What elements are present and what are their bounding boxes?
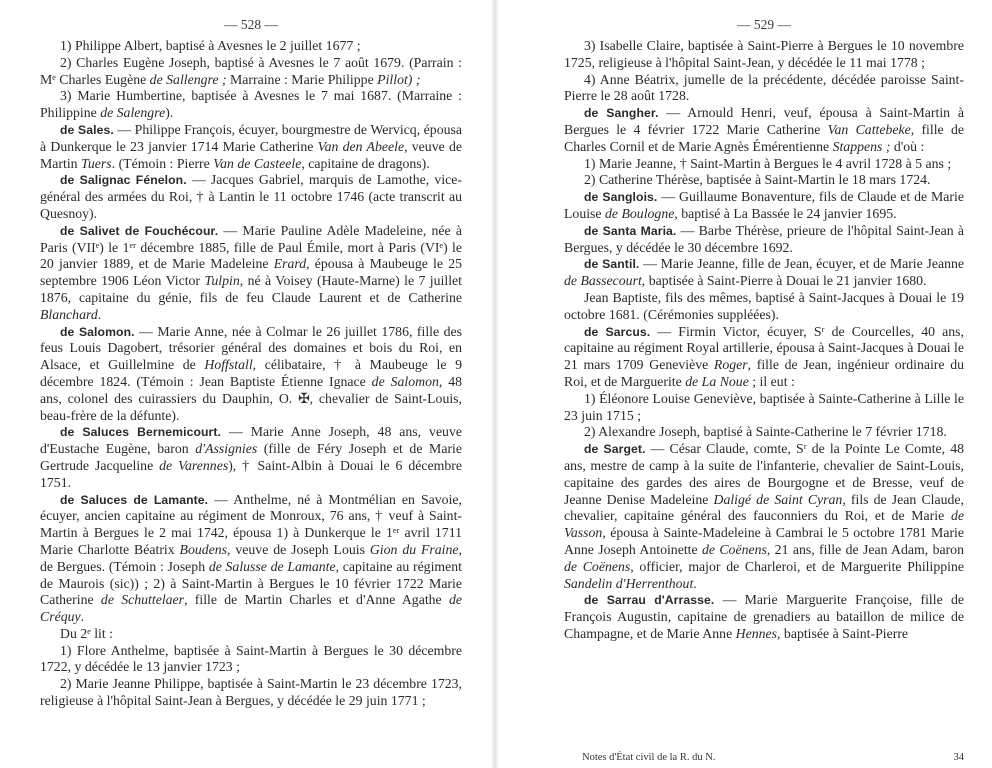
text-run: , célibataire, † à Maubeuge le 9 décembre 1824. (Témoin : Jean Baptiste Étienne Ignace bbox=[40, 357, 462, 389]
page-body bbox=[40, 38, 462, 710]
paragraph bbox=[40, 492, 462, 626]
text-run: Marraine : Marie Philippe bbox=[226, 71, 378, 87]
italic-text: d'Assignies bbox=[195, 441, 258, 457]
text-run: — Arnould Henri, veuf, épousa à Saint-Martin à Bergues le 4 février 1722 Marie Catherine bbox=[564, 105, 965, 137]
text-run: , fille de Jean, ingénieur ordinaire du Roi, et de Marguerite bbox=[564, 357, 964, 389]
text-run: , 21 ans, fille de Jean Adam, baron bbox=[766, 541, 964, 557]
left-page bbox=[0, 0, 492, 768]
text-run: . bbox=[80, 609, 85, 625]
italic-text: de La Noue bbox=[685, 373, 749, 389]
paragraph bbox=[564, 324, 964, 391]
paragraph bbox=[564, 156, 964, 173]
text-run: — Firmin Victor, écuyer, Sʳ de Courcelles, 40 ans, capitaine au régiment Royal artillerie, épousa à Saint-Jacques à Douai le 21 mars 1709 Geneviève bbox=[564, 323, 964, 373]
italic-text: Stappens ; bbox=[832, 138, 891, 154]
text-run: , veuve de Martin bbox=[40, 138, 462, 171]
italic-text: Hennes bbox=[735, 625, 778, 641]
text-run: d'où : bbox=[890, 138, 925, 154]
text-run: — Barbe Thérèse, prieure de l'hôpital Saint-Jean à Bergues, y décédée le 30 décembre 1692. bbox=[564, 222, 964, 255]
paragraph bbox=[40, 88, 462, 122]
italic-text: de Coënens bbox=[701, 541, 767, 557]
paragraph bbox=[564, 189, 964, 223]
paragraph bbox=[564, 290, 964, 324]
footer-signature: 34 bbox=[953, 752, 964, 763]
italic-text: Van Cattebeke bbox=[827, 121, 911, 137]
italic-text: Sandelin d'Herrenthout bbox=[564, 575, 694, 591]
italic-text: de Coënens bbox=[564, 558, 631, 574]
entry-surname: de Salomon. bbox=[60, 324, 135, 339]
text-run: . bbox=[97, 306, 102, 322]
text-run: — César Claude, comte, Sʳ de la Pointe Le Comte, 48 ans, mestre de camp à la suite de l'infanterie, chevalier de Saint-Louis, capitaine des gardes des aires de Bourgogne et de Bresse, veuf de Jeanne Denise Madeleine bbox=[564, 441, 964, 507]
text-run: — Marie Pauline Adèle Madeleine, née à Paris (VIIᵉ) le 1ᵉʳ décembre 1885, fille de Paul Émile, mort à Paris (VIᵉ) le 20 janvier 1889, et de Marie Madeleine bbox=[40, 222, 462, 272]
entry-surname: de Sarget. bbox=[584, 442, 646, 457]
entry-surname: de Saluces Bernemicourt. bbox=[60, 425, 222, 440]
italic-text: de Créquy bbox=[40, 592, 462, 625]
text-run: , de Bergues. (Témoin : Joseph bbox=[40, 541, 462, 574]
paragraph bbox=[40, 38, 462, 55]
text-run: Du 2ᵉ lit : bbox=[60, 625, 113, 641]
text-run: 1) Éléonore Louise Geneviève, baptisée à Sainte-Catherine à Lille le 23 juin 1715 ; bbox=[564, 390, 964, 423]
text-run: , né à Voisey (Haute-Marne) le 7 juillet 1876, capitaine du génie, fils de feu Claude Laurent et de Catherine bbox=[40, 273, 462, 305]
italic-text: Boudens bbox=[179, 541, 228, 557]
paragraph bbox=[564, 38, 964, 72]
page-number: — 529 — bbox=[737, 17, 791, 32]
text-run: — Guillaume Bonaventure, fils de Claude et de Marie Louise bbox=[564, 189, 964, 221]
text-run: 1) Flore Anthelme, baptisée à Saint-Martin à Bergues le 30 décembre 1722, y décédée le 13 janvier 1723 ; bbox=[40, 642, 462, 675]
text-run: 3) Isabelle Claire, baptisée à Saint-Pierre à Bergues le 10 novembre 1725, religieuse à l'hôpital Saint-Jean, y décédée le 11 mai 1778 ; bbox=[564, 38, 964, 70]
italic-text: de Bassecourt bbox=[564, 273, 642, 289]
paragraph bbox=[564, 72, 964, 106]
italic-text: de Salengre bbox=[100, 105, 166, 121]
text-run: — Marie Marguerite Françoise, fille de François Augustin, capitaine de grenadiers au bataillon de milice de Champagne, et de Marie Anne bbox=[564, 592, 964, 641]
paragraph bbox=[40, 676, 462, 710]
italic-text: de Boulogne bbox=[605, 205, 675, 221]
italic-text: Tulpin bbox=[204, 273, 240, 289]
text-run: , baptisé à La Bassée le 24 janvier 1695. bbox=[674, 205, 897, 221]
text-run: — Marie Anne, née à Colmar le 26 juillet 1786, fille des feus Louis Dagobert, trésorier général des domaines et bois du Roi, en Alsace, et Guillelmine de bbox=[40, 323, 463, 373]
italic-text: Van den Abeele bbox=[317, 138, 405, 154]
text-run: 1) Marie Jeanne, † Saint-Martin à Bergues le 4 avril 1728 à 5 ans ; bbox=[584, 155, 952, 171]
paragraph bbox=[564, 441, 964, 592]
right-page bbox=[498, 0, 992, 768]
text-run: 3) Marie Humbertine, baptisée à Avesnes le 7 mai 1687. (Marraine : Philippine bbox=[40, 88, 462, 121]
text-run: , fille de Martin Charles et d'Anne Agathe bbox=[184, 592, 449, 608]
entry-surname: de Salivet de Fouchécour. bbox=[60, 223, 219, 238]
text-run: ). bbox=[165, 105, 174, 121]
text-run: , officier, major de Charleroi, et de Marguerite Philippine bbox=[630, 558, 964, 574]
entry-surname: de Sangher. bbox=[584, 106, 659, 121]
paragraph bbox=[40, 122, 462, 172]
text-run: , épousa à Sainte-Madeleine à Cambrai le 5 octobre 1781 Marie Anne Joseph Antoinette bbox=[564, 525, 964, 557]
paragraph bbox=[40, 324, 462, 425]
text-run: , baptisée à Saint-Pierre à Douai le 21 janvier 1680. bbox=[641, 273, 927, 289]
italic-text: Van de Casteele bbox=[213, 155, 302, 171]
paragraph bbox=[40, 172, 462, 222]
entry-surname: de Sanglois. bbox=[584, 190, 658, 205]
paragraph bbox=[40, 55, 462, 89]
text-run: 2) Marie Jeanne Philippe, baptisée à Saint-Martin le 23 décembre 1723, religieuse à l'hôpital Saint-Jean à Bergues, y décédée le 29 juin 1771 ; bbox=[40, 676, 462, 709]
paragraph bbox=[564, 256, 964, 290]
text-run: — Philippe François, écuyer, bourgmestre de Wervicq, épousa à Dunkerque le 23 janvier 1714 Marie Catherine bbox=[40, 121, 462, 154]
text-run: 2) Alexandre Joseph, baptisé à Sainte-Catherine le 7 février 1718. bbox=[584, 424, 947, 440]
text-run: 2) Catherine Thérèse, baptisée à Saint-Martin le 18 mars 1724. bbox=[584, 172, 931, 188]
paragraph bbox=[40, 626, 462, 643]
text-run: Jean Baptiste, fils des mêmes, baptisé à Saint-Jacques à Douai le 19 octobre 1681. (Cérémonies suppléées). bbox=[564, 289, 964, 322]
italic-text: de Salomon bbox=[371, 373, 439, 389]
text-run: , fille de Charles Cornil et de Marie Agnès Émérentienne bbox=[564, 121, 964, 154]
entry-surname: de Saluces de Lamante. bbox=[60, 492, 209, 507]
paragraph bbox=[564, 172, 964, 189]
text-run: 1) Philippe Albert, baptisé à Avesnes le 2 juillet 1677 ; bbox=[60, 38, 361, 53]
text-run: . (Témoin : Pierre bbox=[111, 155, 214, 171]
text-run: , épousa à Maubeuge le 25 septembre 1906 Léon Victor bbox=[40, 256, 463, 289]
text-run: , veuve de Joseph Louis bbox=[227, 541, 370, 557]
text-run: , 48 ans, colonel des cuirassiers du Dauphin, O. ✠, chevalier de Saint-Louis, beau-frère de la défunte). bbox=[40, 373, 462, 423]
italic-text: de Varennes bbox=[159, 457, 229, 473]
text-run: — Marie Jeanne, fille de Jean, écuyer, et de Marie Jeanne bbox=[639, 256, 964, 272]
italic-text: Blanchard bbox=[40, 306, 98, 322]
italic-text: de Schuttelaer bbox=[100, 592, 185, 608]
text-run: , fils de Jean Claude, chevalier, capitaine général des fauconniers du Roi, et de Marie bbox=[564, 491, 964, 524]
entry-surname: de Sarcus. bbox=[584, 324, 651, 339]
entry-surname: de Salignac Fénelon. bbox=[60, 173, 187, 188]
text-run: — Marie Anne Joseph, 48 ans, veuve d'Eustache Eugène, baron bbox=[40, 424, 462, 457]
text-run: — Jacques Gabriel, marquis de Lamothe, vice-général des armées du Roi, † à Lantin le 11 octobre 1746 (acte transcrit au Quesnoy). bbox=[40, 172, 462, 221]
paragraph bbox=[564, 105, 964, 155]
italic-text: de Vasson bbox=[564, 508, 964, 541]
text-run: 2) Charles Eugène Joseph, baptisé à Avesnes le 7 août 1679. (Parrain : Mᵉ Charles Eugène bbox=[40, 54, 462, 87]
italic-text: de Sallengre ; bbox=[149, 71, 227, 87]
footer-title: Notes d'État civil de la R. du N. bbox=[582, 752, 716, 763]
page-number: — 528 — bbox=[224, 17, 278, 32]
paragraph bbox=[40, 424, 462, 491]
entry-surname: de Santil. bbox=[584, 257, 640, 272]
text-run: 4) Anne Béatrix, jumelle de la précédente, décédée paroisse Saint-Pierre le 28 août 1728. bbox=[564, 71, 964, 104]
italic-text: Daligé de Saint Cyran bbox=[713, 491, 843, 507]
italic-text: Pillot) ; bbox=[377, 71, 421, 87]
text-run: , capitaine de dragons). bbox=[301, 155, 430, 171]
paragraph bbox=[564, 592, 964, 642]
text-run: . bbox=[693, 575, 697, 591]
text-run: , baptisée à Saint-Pierre bbox=[777, 625, 909, 641]
italic-text: Gion du Fraine bbox=[369, 541, 459, 557]
page-body bbox=[564, 38, 964, 643]
text-run: (fille de Féry Joseph et de Marie Gertrude Jacqueline bbox=[40, 441, 463, 473]
entry-surname: de Sales. bbox=[60, 122, 114, 137]
italic-text: Erard bbox=[273, 256, 307, 272]
italic-text: Hoffstall bbox=[204, 357, 253, 373]
text-run: — Anthelme, né à Montmélian en Savoie, écuyer, ancien capitaine au régiment de Monroux, 76 ans, † veuf à Saint-Martin à Bergues le 2 mai 1742, épousa 1) à Dunkerque le 1ᵉʳ avril 1711 Marie Charlotte Béatrix bbox=[40, 491, 462, 557]
entry-surname: de Sarrau d'Arrasse. bbox=[584, 593, 715, 608]
paragraph bbox=[40, 643, 462, 677]
text-run: , capitaine au régiment de Maurois (sic)) ; 2) à Saint-Martin à Bergues le 10 février 1722 Marie Catherine bbox=[40, 558, 463, 608]
italic-text: Tuers bbox=[81, 155, 112, 171]
paragraph bbox=[564, 223, 964, 257]
italic-text: de Salusse de Lamante bbox=[208, 558, 336, 574]
paragraph bbox=[40, 223, 462, 324]
text-run: ), † Saint-Albin à Douai le 6 décembre 1751. bbox=[40, 457, 462, 490]
paragraph bbox=[564, 391, 964, 425]
text-run: ; il eut : bbox=[748, 373, 795, 389]
entry-surname: de Santa Maria. bbox=[584, 223, 677, 238]
italic-text: Roger bbox=[713, 357, 748, 373]
paragraph bbox=[564, 424, 964, 441]
